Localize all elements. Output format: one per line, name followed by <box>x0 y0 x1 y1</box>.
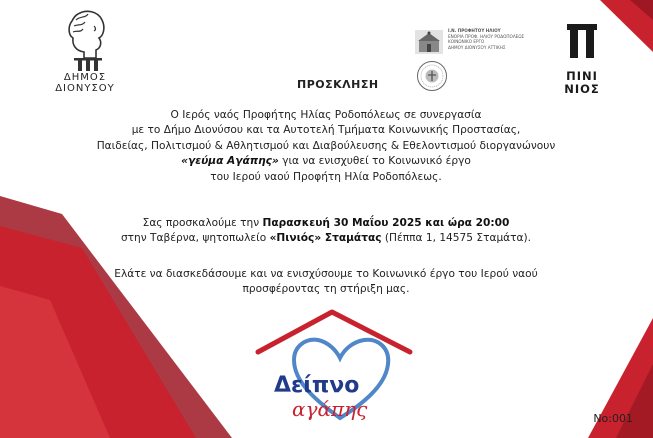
venue-prefix: στην Ταβέρνα, ψητοπωλείο <box>120 232 270 245</box>
serial-number: No:001 <box>593 412 633 425</box>
church-logo-text <box>448 28 546 50</box>
date-prefix: Σας προσκαλούμε την <box>142 217 263 229</box>
church-seal-icon <box>416 60 448 92</box>
municipality-logo <box>40 8 130 94</box>
intro-line: με το Δήμο Διονύσου και τα Αυτοτελή Τμήματα Κοινωνικής Προστασίας, <box>131 124 521 137</box>
closing-line: προσφέροντας τη στήριξη μας. <box>242 283 410 296</box>
church-logo-line: ΕΝΟΡΙΑ ΠΡΟΦ. ΗΛΙΟΥ ΡΟΔΟΠΟΛΕΩΣ <box>448 33 525 39</box>
restaurant-logo-line1: ΠΙΝΙ <box>566 69 598 83</box>
church-logo-line: ΔΗΜΟΥ ΔΙΟΝΥΣΟΥ ΑΤΤΙΚΗΣ <box>448 44 506 50</box>
restaurant-logo-line2: ΝΙΟΣ <box>564 82 600 96</box>
venue-line <box>46 231 606 246</box>
venue-address: (Πέππα 1, 14575 Σταμάτα). <box>381 232 532 245</box>
church-logo-line: Ι.Ν. ΠΡΟΦΗΤΟΥ ΗΛΙΟΥ <box>448 28 501 33</box>
venue-name: «Πινιός» Σταμάτας <box>269 232 382 245</box>
closing-paragraph <box>46 267 606 298</box>
municipality-name-line1: ΔΗΜΟΣ <box>63 72 107 83</box>
intro-line: του Ιερού ναού Προφήτη Ηλία Ροδοπόλεως. <box>210 170 442 183</box>
event-logo-word1: Δείπνο <box>274 373 360 398</box>
event-name: «γεύμα Αγάπης» <box>181 155 279 168</box>
intro-line-rest: για να ενισχυθεί το Κοινωνικό έργο <box>278 155 471 168</box>
invitation-details <box>46 216 606 247</box>
event-logo <box>252 308 422 426</box>
house-roof-icon <box>258 312 410 352</box>
greek-head-icon <box>56 8 114 72</box>
page-title: ΠΡΟΣΚΛΗΣΗ <box>297 78 379 91</box>
closing-line: Ελάτε να διασκεδάσουμε και να ενισχύσουμε το Κοινωνικό έργο του Ιερού ναού <box>114 268 538 280</box>
intro-line: Παιδείας, Πολιτισμού & Αθλητισμού και Διαβούλευσης & Εθελοντισμού διοργανώνουν <box>96 139 556 152</box>
event-date: Παρασκευή 30 Μαΐου 2025 και ώρα 20:00 <box>262 217 510 229</box>
intro-line: Ο Ιερός ναός Προφήτης Ηλίας Ροδοπόλεως σε συνεργασία <box>170 109 482 121</box>
intro-paragraph <box>46 108 606 185</box>
municipality-name-line2: ΔΙΟΝΥΣΟΥ <box>55 83 115 94</box>
intro-line <box>46 154 606 169</box>
restaurant-logo <box>558 24 606 96</box>
church-logo <box>415 28 545 100</box>
restaurant-logo-text <box>558 70 606 96</box>
church-logo-line: ΚΟΙΝΩΝΙΚΟ ΕΡΓΟ <box>448 39 485 45</box>
date-line <box>46 216 606 231</box>
event-logo-word2: αγάπης <box>292 397 368 421</box>
pinios-letter-icon <box>567 24 597 58</box>
church-icon <box>415 30 443 54</box>
